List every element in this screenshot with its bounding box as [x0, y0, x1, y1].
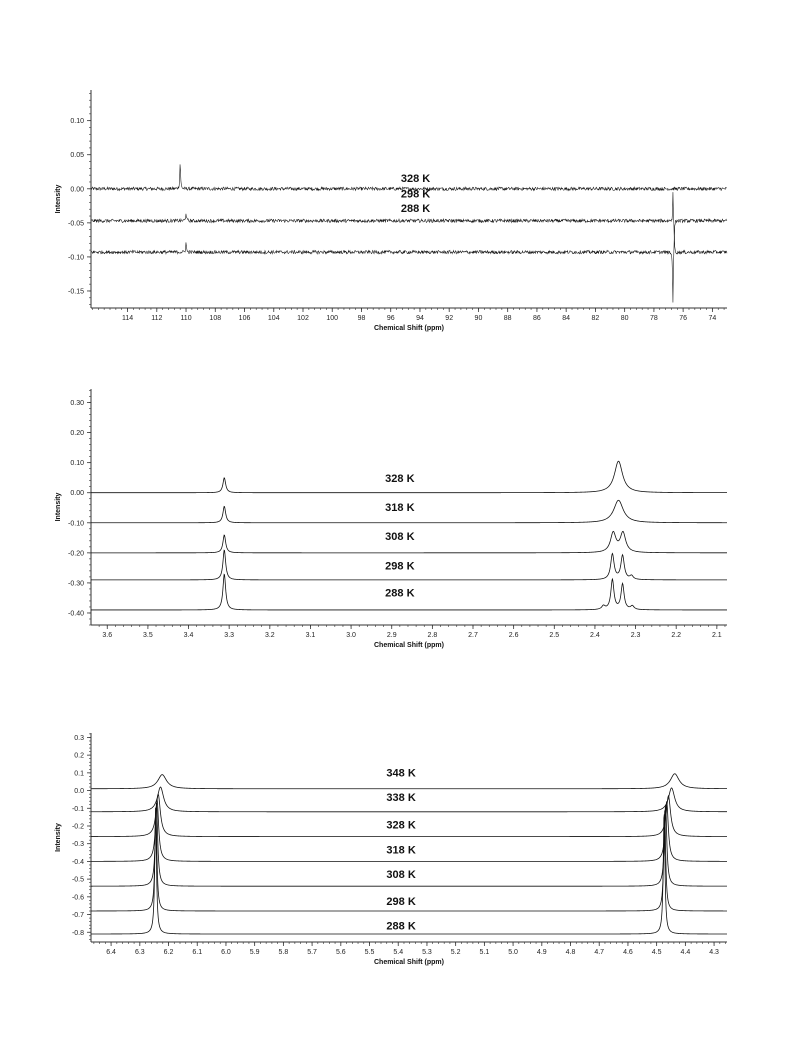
x-tick-label: 4.6 [623, 949, 633, 956]
x-tick-label: 5.7 [307, 949, 317, 956]
temperature-label: 338 K [386, 792, 416, 805]
temperature-label: 308 K [386, 869, 416, 882]
x-tick-label: 2.8 [427, 632, 438, 639]
x-tick-label: 2.7 [468, 632, 478, 639]
x-tick-label: 3.3 [224, 632, 235, 639]
x-tick-label: 3.0 [346, 632, 356, 639]
y-tick-label: -0.3 [71, 841, 84, 849]
x-tick-label: 3.1 [305, 632, 316, 639]
temperature-label: 298 K [385, 560, 415, 573]
x-tick-label: 114 [121, 315, 134, 322]
x-tick-label: 82 [591, 315, 600, 322]
temperature-label: 288 K [385, 587, 415, 600]
x-tick-label: 3.6 [102, 632, 113, 639]
x-tick-label: 6.4 [106, 949, 116, 956]
x-tick-label: 2.5 [549, 632, 560, 639]
x-tick-label: 5.8 [278, 949, 289, 956]
y-tick-label: 0.0 [74, 788, 84, 796]
x-axis-title: Chemical Shift (ppm) [373, 642, 445, 649]
x-tick-label: 5.6 [335, 949, 346, 956]
y-tick-label: 0.00 [70, 490, 84, 498]
y-tick-label: 0.3 [74, 734, 84, 742]
x-tick-label: 3.5 [143, 632, 153, 639]
temperature-label: 308 K [385, 531, 415, 544]
y-tick-label: -0.30 [68, 580, 84, 588]
x-tick-label: 4.8 [565, 949, 576, 956]
y-tick-label: -0.6 [71, 894, 84, 902]
y-tick-label: 0.1 [74, 770, 84, 778]
x-tick-label: 112 [151, 315, 163, 322]
y-axis-title: Intensity [55, 184, 62, 214]
x-tick-label: 108 [209, 315, 222, 322]
y-tick-label: 0.2 [74, 752, 84, 760]
x-tick-label: 2.6 [508, 632, 519, 639]
x-tick-label: 86 [533, 315, 541, 322]
y-tick-label: 0.10 [70, 460, 84, 468]
temperature-label: 288 K [400, 202, 431, 215]
y-tick-label: -0.5 [71, 876, 84, 884]
x-tick-label: 5.2 [450, 949, 461, 956]
temperature-label: 288 K [386, 920, 416, 933]
x-tick-label: 5.3 [422, 949, 432, 956]
x-axis-title: Chemical Shift (ppm) [373, 959, 445, 966]
x-tick-label: 102 [297, 315, 309, 322]
x-tick-label: 92 [445, 315, 454, 322]
x-tick-label: 3.2 [264, 632, 275, 639]
x-tick-label: 6.2 [163, 949, 174, 956]
y-tick-label: -0.20 [68, 550, 84, 558]
x-tick-label: 2.9 [386, 632, 397, 639]
temperature-label: 318 K [385, 501, 415, 514]
x-tick-label: 4.3 [709, 949, 719, 956]
x-tick-label: 4.4 [680, 949, 691, 956]
y-tick-label: 0.20 [70, 430, 84, 438]
x-tick-label: 94 [416, 315, 424, 322]
x-tick-label: 5.4 [393, 949, 404, 956]
temperature-label: 328 K [385, 473, 415, 486]
y-tick-label: 0.05 [70, 152, 84, 160]
temperature-label: 298 K [400, 188, 431, 201]
x-tick-label: 5.9 [249, 949, 260, 956]
y-tick-label: -0.1 [71, 805, 84, 813]
y-tick-label: -0.7 [71, 912, 84, 920]
x-tick-label: 2.2 [671, 632, 682, 639]
x-tick-label: 5.5 [364, 949, 375, 956]
y-tick-label: -0.4 [71, 858, 84, 866]
y-tick-label: -0.40 [68, 610, 84, 618]
x-tick-label: 4.9 [536, 949, 547, 956]
y-tick-label: 0.00 [70, 186, 84, 194]
x-tick-label: 2.4 [590, 632, 600, 639]
x-tick-label: 2.3 [630, 632, 641, 639]
x-tick-label: 6.3 [134, 949, 145, 956]
temperature-label: 328 K [400, 172, 431, 185]
x-tick-label: 2.1 [711, 632, 722, 639]
x-tick-label: 110 [180, 315, 192, 322]
y-axis-title: Intensity [55, 492, 62, 522]
y-tick-label: 0.30 [70, 400, 84, 408]
x-tick-label: 76 [679, 315, 688, 322]
x-tick-label: 74 [708, 315, 717, 322]
y-axis-title: Intensity [55, 823, 62, 852]
temperature-label: 328 K [386, 819, 416, 832]
x-tick-label: 104 [267, 315, 280, 322]
x-axis-title: Chemical Shift (ppm) [373, 325, 445, 332]
x-tick-label: 4.5 [651, 949, 662, 956]
y-tick-label: -0.10 [68, 254, 84, 262]
x-tick-label: 90 [474, 315, 483, 322]
x-tick-label: 5.1 [479, 949, 490, 956]
x-tick-label: 5.0 [508, 949, 518, 956]
x-tick-label: 84 [562, 315, 571, 322]
x-tick-label: 4.7 [594, 949, 605, 956]
temperature-label: 298 K [386, 895, 416, 908]
x-tick-label: 6.1 [192, 949, 203, 956]
y-tick-label: 0.10 [70, 118, 84, 126]
x-tick-label: 3.4 [183, 632, 194, 639]
y-tick-label: -0.2 [71, 823, 84, 831]
y-tick-label: -0.05 [68, 220, 84, 228]
x-tick-label: 106 [238, 315, 251, 322]
y-tick-label: -0.10 [68, 520, 84, 528]
y-tick-label: -0.8 [71, 929, 84, 937]
temperature-label: 318 K [386, 844, 416, 857]
x-tick-label: 88 [503, 315, 512, 322]
x-tick-label: 98 [357, 315, 366, 322]
x-tick-label: 80 [620, 315, 629, 322]
x-tick-label: 100 [326, 315, 339, 322]
y-tick-label: -0.15 [68, 288, 84, 296]
x-tick-label: 96 [386, 315, 395, 322]
x-tick-label: 78 [649, 315, 658, 322]
temperature-label: 348 K [386, 767, 416, 780]
x-tick-label: 6.0 [221, 949, 231, 956]
